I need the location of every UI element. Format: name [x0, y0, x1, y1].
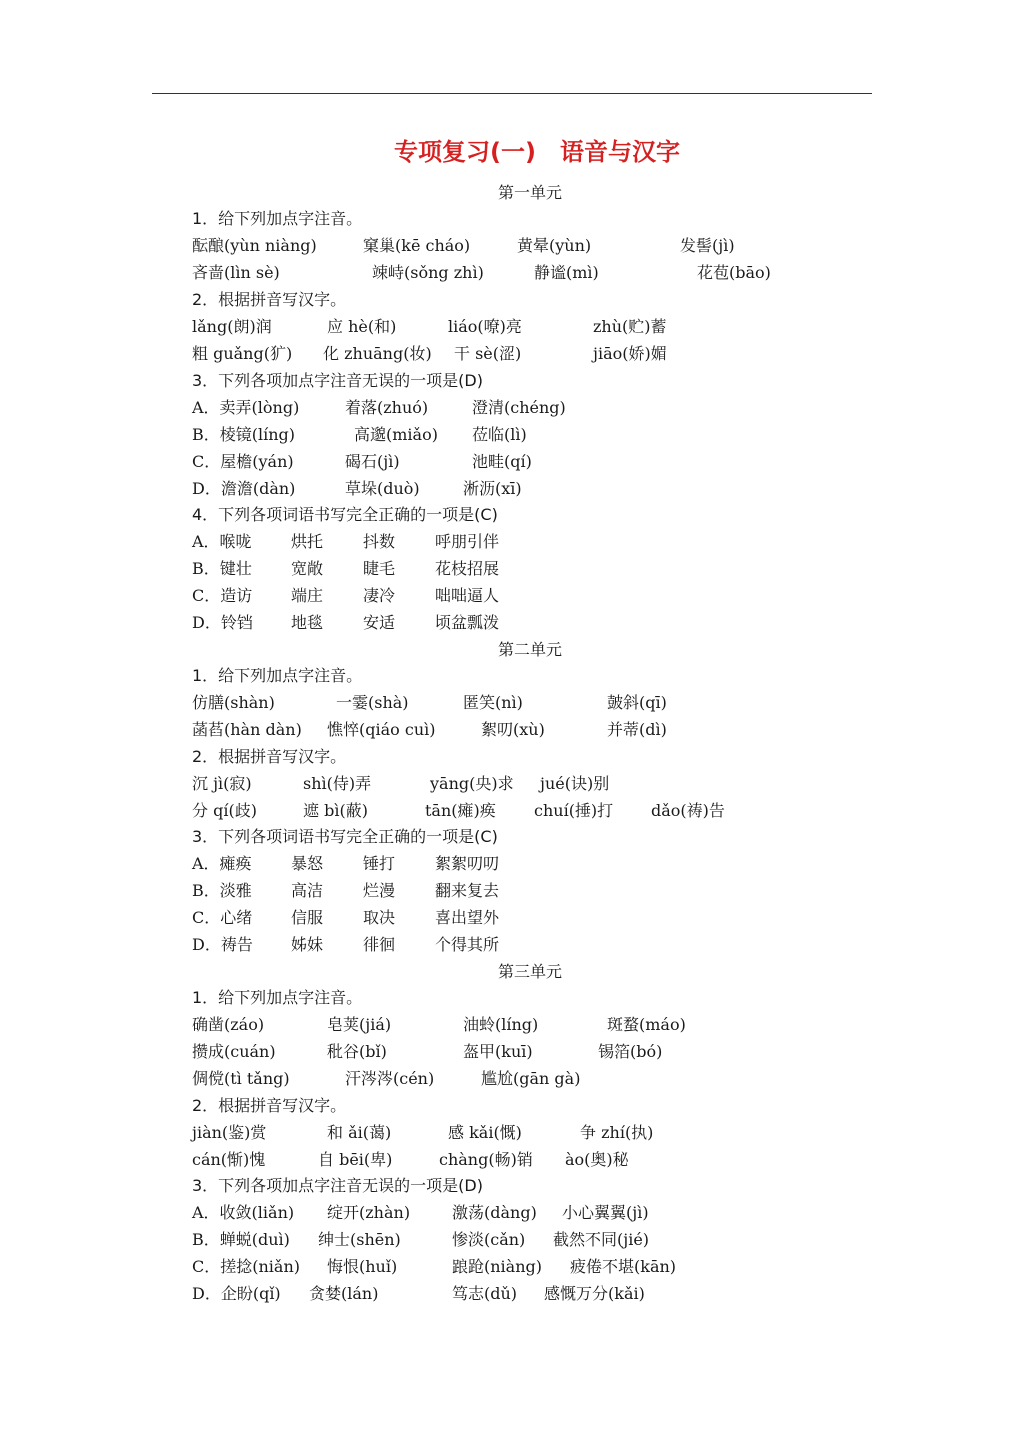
option-row [0, 585, 1024, 611]
answer-item: 油蛉(líng) [463, 1015, 539, 1034]
prompt-text: 2．根据拼音写汉字。 [192, 747, 347, 766]
answer-item: 酝酿(yùn niàng) [192, 236, 317, 255]
option-row [0, 558, 1024, 584]
answer-item: 并蒂(dì) [607, 720, 667, 739]
option-row [0, 478, 1024, 504]
answer-item: 窠巢(kē cháo) [363, 236, 471, 255]
answer-item: dǎo(祷)告 [651, 801, 725, 820]
option-item: 贪婪(lán) [309, 1284, 379, 1303]
option-item: 絮絮叨叨 [435, 854, 500, 873]
question-prompt [0, 987, 1024, 1013]
option-item: 高洁 [291, 881, 324, 900]
answer-item: 盔甲(kuī) [463, 1042, 533, 1061]
answer-item: 遮 bì(蔽) [303, 801, 368, 820]
page-title: 专项复习(一) 语音与汉字 [394, 138, 680, 166]
answer-item: shì(侍)弄 [303, 774, 372, 793]
option-item: 感慨万分(kǎi) [544, 1284, 645, 1303]
answer-item: 吝啬(lìn sè) [192, 263, 280, 282]
option-row [0, 1256, 1024, 1282]
option-item: 喜出望外 [435, 908, 500, 927]
answer-row [0, 1041, 1024, 1067]
option-row [0, 1229, 1024, 1255]
answer-item: 汗涔涔(cén) [345, 1069, 435, 1088]
answer-row [0, 1068, 1024, 1094]
option-item: 笃志(dǔ) [452, 1284, 518, 1303]
option-row [0, 880, 1024, 906]
answer-item: 匿笑(nì) [463, 693, 523, 712]
option-item: 翻来复去 [435, 881, 500, 900]
answer-item: lǎng(朗)润 [192, 317, 272, 336]
option-item: 凄冷 [363, 586, 396, 605]
option-item: 端庄 [291, 586, 324, 605]
answer-item: jué(诀)别 [540, 774, 610, 793]
answer-item: 一霎(shà) [336, 693, 409, 712]
option-row [0, 612, 1024, 638]
question-prompt [0, 826, 1024, 852]
question-prompt [0, 504, 1024, 530]
option-item: 个得其所 [435, 935, 500, 954]
answer-row [0, 262, 1024, 288]
option-row [0, 531, 1024, 557]
option-item: D．企盼(qǐ) [192, 1284, 281, 1303]
question-prompt [0, 289, 1024, 315]
question-prompt [0, 1175, 1024, 1201]
answer-item: 化 zhuāng(妆) [323, 344, 432, 363]
unit-heading: 第一单元 [497, 183, 562, 202]
answer-item: 争 zhí(执) [580, 1123, 654, 1142]
answer-item: 絮叨(xù) [481, 720, 545, 739]
answer-item: 皷斜(qī) [607, 693, 667, 712]
option-item: 宽敞 [291, 559, 324, 578]
prompt-text: 1．给下列加点字注音。 [192, 666, 363, 685]
option-item: 咄咄逼人 [435, 586, 500, 605]
option-item: 烘托 [291, 532, 324, 551]
answer-row [0, 1122, 1024, 1148]
option-item: A．喉咙 [192, 532, 252, 551]
option-item: A．收敛(liǎn) [192, 1203, 295, 1222]
option-item: 地毯 [291, 613, 324, 632]
option-item: C．造访 [192, 586, 253, 605]
answer-item: 分 qí(歧) [192, 801, 257, 820]
option-item: 花枝招展 [435, 559, 500, 578]
option-item: 安适 [363, 613, 396, 632]
option-item: D．铃铛 [192, 613, 253, 632]
option-item: B．淡雅 [192, 881, 252, 900]
option-item: 高邈(miǎo) [354, 425, 438, 444]
question-prompt [0, 370, 1024, 396]
option-item: 暴怒 [291, 854, 324, 873]
answer-row [0, 1149, 1024, 1175]
answer-item: 花苞(bāo) [697, 263, 771, 282]
answer-item: 干 sè(涩) [454, 344, 522, 363]
answer-item: 皂荚(jiá) [327, 1015, 392, 1034]
answer-item: 仿膳(shàn) [192, 693, 275, 712]
option-item: 激荡(dàng) [452, 1203, 537, 1222]
option-item: A．瘫痪 [192, 854, 252, 873]
answer-item: 菡萏(hàn dàn) [192, 720, 302, 739]
answer-item: 发髻(jì) [680, 236, 735, 255]
option-item: 姊妹 [291, 935, 324, 954]
option-item: 小心翼翼(jì) [562, 1203, 649, 1222]
option-item: 惨淡(cǎn) [452, 1230, 526, 1249]
answer-row [0, 719, 1024, 745]
answer-item: liáo(嘹)亮 [448, 317, 522, 336]
option-item: 锤打 [363, 854, 396, 873]
answer-item: 静谧(mì) [534, 263, 599, 282]
answer-item: yāng(央)求 [430, 774, 514, 793]
unit-heading: 第三单元 [497, 962, 562, 981]
question-prompt [0, 208, 1024, 234]
answer-item: tān(瘫)痪 [425, 801, 496, 820]
option-item: 截然不同(jié) [553, 1230, 650, 1249]
option-item: 踉跄(niàng) [452, 1257, 542, 1276]
answer-item: 尴尬(gān gà) [481, 1069, 581, 1088]
prompt-text: 3．下列各项加点字注音无误的一项是(D) [192, 371, 483, 390]
answer-item: ào(奥)秘 [565, 1150, 629, 1169]
option-item: 疲倦不堪(kān) [570, 1257, 677, 1276]
option-item: C．屋檐(yán) [192, 452, 294, 471]
answer-row [0, 692, 1024, 718]
option-item: 着落(zhuó) [345, 398, 429, 417]
option-item: 悔恨(huǐ) [327, 1257, 398, 1276]
option-item: B．蝉蜕(duì) [192, 1230, 290, 1249]
option-item: D．澹澹(dàn) [192, 479, 296, 498]
answer-row [0, 773, 1024, 799]
option-row [0, 1283, 1024, 1309]
option-item: 顷盆瓢泼 [435, 613, 500, 632]
prompt-text: 2．根据拼音写汉字。 [192, 290, 347, 309]
answer-item: chuí(捶)打 [534, 801, 614, 820]
answer-item: 感 kǎi(慨) [448, 1123, 522, 1142]
answer-item: 确凿(záo) [192, 1015, 265, 1034]
header-rule [152, 93, 872, 94]
answer-item: jiāo(娇)媚 [593, 344, 667, 363]
option-item: C．搓捻(niǎn) [192, 1257, 300, 1276]
option-item: 绅士(shēn) [318, 1230, 401, 1249]
prompt-text: 3．下列各项加点字注音无误的一项是(D) [192, 1176, 483, 1195]
prompt-text: 2．根据拼音写汉字。 [192, 1096, 347, 1115]
option-item: 池畦(qí) [472, 452, 532, 471]
question-prompt [0, 746, 1024, 772]
answer-row [0, 1014, 1024, 1040]
option-row [0, 424, 1024, 450]
answer-item: 憔悴(qiáo cuì) [327, 720, 436, 739]
option-item: 取决 [363, 908, 396, 927]
question-prompt [0, 665, 1024, 691]
option-item: 绽开(zhàn) [327, 1203, 411, 1222]
answer-row [0, 235, 1024, 261]
unit-heading: 第二单元 [497, 640, 562, 659]
option-item: 碣石(jì) [345, 452, 400, 471]
option-item: 烂漫 [363, 881, 396, 900]
prompt-text: 4．下列各项词语书写完全正确的一项是(C) [192, 505, 498, 524]
question-prompt [0, 1095, 1024, 1121]
answer-row [0, 343, 1024, 369]
answer-item: 秕谷(bǐ) [327, 1042, 387, 1061]
option-item: C．心绪 [192, 908, 253, 927]
answer-item: 沉 jì(寂) [192, 774, 252, 793]
option-row [0, 853, 1024, 879]
answer-item: 斑蝥(máo) [607, 1015, 686, 1034]
option-item: A．卖弄(lòng) [192, 398, 300, 417]
option-item: 信服 [291, 908, 324, 927]
answer-item: 粗 guǎng(犷) [192, 344, 293, 363]
prompt-text: 1．给下列加点字注音。 [192, 988, 363, 1007]
answer-item: 黄晕(yùn) [517, 236, 592, 255]
answer-item: zhù(贮)蓄 [593, 317, 667, 336]
option-item: D．祷告 [192, 935, 253, 954]
answer-row [0, 316, 1024, 342]
option-item: 莅临(lì) [472, 425, 527, 444]
answer-item: 攒成(cuán) [192, 1042, 276, 1061]
answer-item: 锡箔(bó) [598, 1042, 663, 1061]
answer-item: chàng(畅)销 [439, 1150, 533, 1169]
option-item: B．棱镜(líng) [192, 425, 296, 444]
answer-item: 倜傥(tì tǎng) [192, 1069, 290, 1088]
option-item: 草垛(duò) [345, 479, 420, 498]
answer-item: jiàn(鉴)赏 [192, 1123, 267, 1142]
option-item: 呼朋引伴 [435, 532, 500, 551]
option-item: 澄清(chéng) [472, 398, 566, 417]
answer-item: 和 ǎi(蔼) [327, 1123, 392, 1142]
option-item: B．键壮 [192, 559, 252, 578]
answer-item: 竦峙(sǒng zhì) [372, 263, 484, 282]
option-row [0, 1202, 1024, 1228]
option-row [0, 934, 1024, 960]
option-row [0, 397, 1024, 423]
prompt-text: 3．下列各项词语书写完全正确的一项是(C) [192, 827, 498, 846]
answer-item: 应 hè(和) [327, 317, 397, 336]
option-item: 睫毛 [363, 559, 396, 578]
option-item: 抖数 [363, 532, 396, 551]
prompt-text: 1．给下列加点字注音。 [192, 209, 363, 228]
option-item: 徘徊 [363, 935, 396, 954]
option-row [0, 451, 1024, 477]
answer-row [0, 800, 1024, 826]
option-item: 淅沥(xī) [463, 479, 522, 498]
answer-item: 自 bēi(卑) [318, 1150, 393, 1169]
answer-item: cán(惭)愧 [192, 1150, 266, 1169]
option-row [0, 907, 1024, 933]
